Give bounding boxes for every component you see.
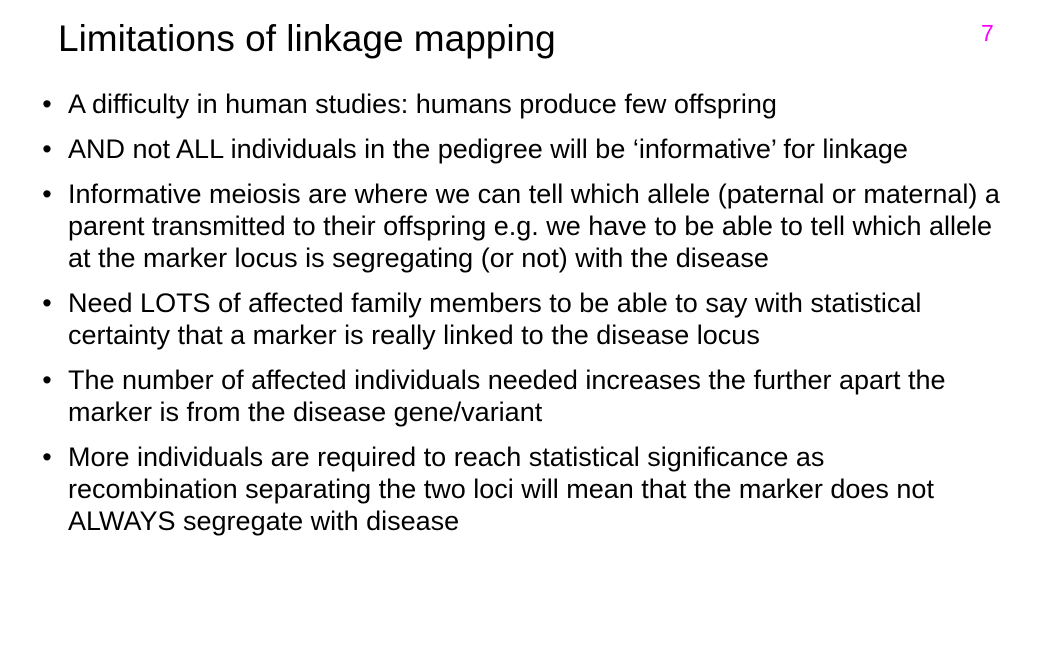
bullet-item <box>40 178 1000 274</box>
bullet-item <box>40 88 1000 120</box>
bullet-item <box>40 441 1000 537</box>
bullet-item <box>40 364 1000 428</box>
bullet-text: Need LOTS of affected family members to be able to say with statistical certainty that a marker is really linked to the disease locus <box>68 288 922 350</box>
bullet-marker: • <box>42 442 52 472</box>
bullet-text: More individuals are required to reach statistical significance as recombination separating the two loci will mean that the marker does not ALWAYS segregate with disease <box>68 442 934 536</box>
bullet-marker: • <box>42 179 52 209</box>
bullet-list <box>40 88 1000 550</box>
slide-title: Limitations of linkage mapping <box>58 18 556 59</box>
bullet-text: AND not ALL individuals in the pedigree will be ‘informative’ for linkage <box>68 134 908 164</box>
bullet-text: Informative meiosis are where we can tell which allele (paternal or maternal) a parent transmitted to their offspring e.g. we have to be able to tell which allele at the marker locus is segregating (or not) with the disease <box>68 179 1000 273</box>
bullet-item <box>40 133 1000 165</box>
bullet-text: The number of affected individuals needed increases the further apart the marker is from the disease gene/variant <box>68 365 946 427</box>
bullet-item <box>40 287 1000 351</box>
bullet-marker: • <box>42 288 52 318</box>
bullet-text: A difficulty in human studies: humans produce few offspring <box>68 89 777 119</box>
bullet-marker: • <box>42 89 52 119</box>
slide-page-number: 7 <box>981 20 994 46</box>
bullet-marker: • <box>42 365 52 395</box>
bullet-marker: • <box>42 134 52 164</box>
